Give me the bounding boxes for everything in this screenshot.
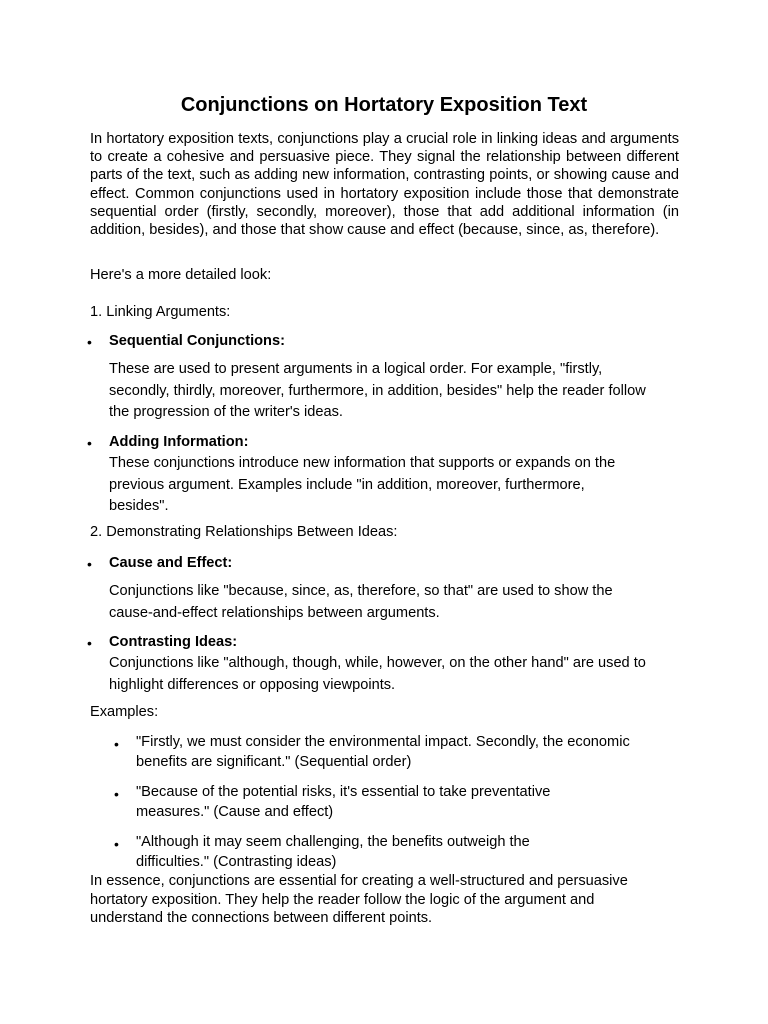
closing-paragraph — [90, 872, 680, 928]
sequential-conjunctions-body — [109, 359, 689, 424]
intro-paragraph: In hortatory exposition texts, conjunctions play a crucial role in linking ideas and arguments to create a cohesive and persuasive piece. They signal the relationship between different parts of the text, such as adding new information, contrasting points, or showing cause and effect. Common conjunctions used in hortatory exposition include those that demonstrate sequential order (firstly, secondly, moreover), those that add additional information (in addition, besides), and those that show cause and effect (because, since, as, therefore). — [90, 131, 679, 239]
text-line: difficulties." (Contrasting ideas) — [136, 854, 337, 870]
cause-and-effect-body — [109, 581, 689, 624]
text-line: These conjunctions introduce new information that supports or expands on the — [109, 455, 616, 471]
bullet-icon: • — [87, 435, 92, 451]
page-title: Conjunctions on Hortatory Exposition Text — [180, 94, 588, 116]
text-line: benefits are significant." (Sequential order) — [136, 754, 412, 770]
contrasting-ideas-body — [109, 653, 689, 696]
text-line: secondly, thirdly, moreover, furthermore, in addition, besides" help the reader follow — [109, 382, 646, 399]
text-line: previous argument. Examples include "in addition, moreover, furthermore, — [109, 476, 585, 493]
text-line: besides". — [109, 498, 169, 514]
text-line: hortatory exposition. They help the reader follow the logic of the argument and — [90, 891, 595, 908]
text-line: These are used to present arguments in a logical order. For example, "firstly, — [109, 361, 603, 377]
contrasting-ideas-heading: Contrasting Ideas: — [109, 634, 238, 650]
example-item — [136, 782, 676, 822]
text-line: In essence, conjunctions are essential for creating a well-structured and persuasive — [90, 873, 628, 889]
section-heading-linking-arguments: 1. Linking Arguments: — [90, 304, 231, 320]
bullet-icon: • — [114, 836, 119, 852]
text-line: Conjunctions like "because, since, as, therefore, so that" are used to show the — [109, 583, 613, 599]
examples-label: Examples: — [90, 704, 159, 720]
bullet-icon: • — [87, 635, 92, 651]
text-line: Conjunctions like "although, though, while, however, on the other hand" are used to — [109, 655, 646, 671]
text-line: measures." (Cause and effect) — [136, 804, 334, 820]
bullet-icon: • — [87, 556, 92, 572]
example-item — [136, 732, 676, 772]
adding-information-heading: Adding Information: — [109, 434, 249, 450]
lead-text: Here's a more detailed look: — [90, 267, 272, 283]
text-line: "Although it may seem challenging, the benefits outweigh the — [136, 834, 530, 850]
text-line: the progression of the writer's ideas. — [109, 404, 343, 420]
bullet-icon: • — [114, 786, 119, 802]
bullet-icon: • — [87, 334, 92, 350]
cause-and-effect-heading: Cause and Effect: — [109, 555, 233, 571]
text-line: highlight differences or opposing viewpoints. — [109, 676, 396, 693]
text-line: "Because of the potential risks, it's essential to take preventative — [136, 784, 551, 800]
section-heading-demonstrating-relationships: 2. Demonstrating Relationships Between Ideas: — [90, 524, 398, 540]
text-line: cause-and-effect relationships between arguments. — [109, 604, 440, 621]
bullet-icon: • — [114, 736, 119, 752]
example-item — [136, 832, 676, 872]
text-line: "Firstly, we must consider the environmental impact. Secondly, the economic — [136, 734, 630, 750]
adding-information-body — [109, 453, 689, 518]
text-line: understand the connections between different points. — [90, 910, 433, 926]
sequential-conjunctions-heading: Sequential Conjunctions: — [109, 333, 285, 349]
